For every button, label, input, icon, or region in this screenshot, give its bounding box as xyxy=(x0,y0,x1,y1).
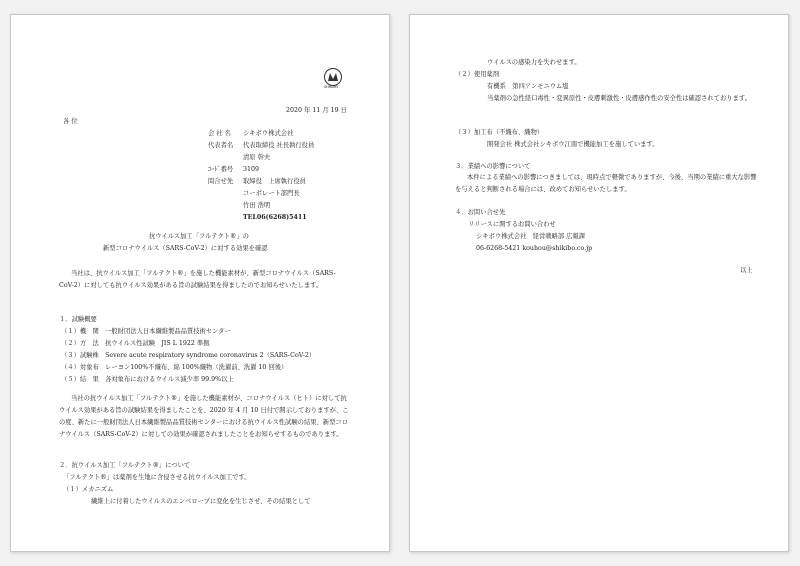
contact-label: 問合せ先 xyxy=(208,178,234,185)
sub-section-2-line-1: 有機系 第四アンモニウム塩 xyxy=(487,83,569,90)
section-3-text: 本件による業績への影響につきましては、現時点で軽微でありますが、今後、当期の業績に重大な影響を与えると判断される場合には、改めてお知らせいたします。 xyxy=(455,174,757,193)
end-mark: 以上 xyxy=(740,267,753,274)
paragraph-2: 当社の抗ウイルス加工「フルテクト®」を施した機能素材が、コロナウイルス（ヒト）に対して抗ウイルス効果がある旨の試験結果を得ましたことを、2020 年 4 月 10 日付で開示しておりますが、この度、新たに一般財団法人日本繊維製品品質技術センターにおける抗ウイルス性試験の結果、新型コロナウイルス（SARS-CoV-2）に対しての効果が確認されましたことをお知らせするものであります。 xyxy=(59,395,349,438)
addressee: 各 位 xyxy=(63,118,78,125)
sub-section-3-title: （３）加工布（不織布、織物） xyxy=(455,129,544,136)
continued-line: ウイルスの感染力を失わせます。 xyxy=(487,59,581,66)
sub-section-2-line-2: 当薬剤の急性経口毒性・変異原性・皮膚刺激性・皮膚感作性の安全性は確認されております。 xyxy=(487,95,751,102)
title-line-2: 新型コロナウイルス（SARS-CoV-2）に対する効果を確認 xyxy=(103,245,268,252)
section-4-title: ４．お問い合せ先 xyxy=(455,209,506,216)
section-1-item: （２）方 法 抗ウイルス性試験 JIS L 1922 準拠 xyxy=(61,340,210,347)
section-1-title: １．試験概要 xyxy=(59,316,97,323)
section-2-sub-title: （１）メカニズム xyxy=(63,486,114,493)
code-value: 3109 xyxy=(243,166,260,173)
company-label: 会 社 名 xyxy=(208,130,231,137)
contact-tel: TEL06(6268)5411 xyxy=(243,214,307,221)
intro-paragraph: 当社は、抗ウイルス加工「フルテクト®」を施した機能素材が、新型コロナウイルス（SARS-CoV-2）に対しても抗ウイルス効果がある旨の試験結果を得ましたのでお知らせいたします。 xyxy=(59,270,336,289)
code-label: ｺｰﾄﾞ番号 xyxy=(208,166,234,173)
title-line-1: 抗ウイルス加工「フルテクト®」の xyxy=(149,233,249,240)
contact-title-2: コーポレート部門長 xyxy=(243,190,300,197)
document-page-1 xyxy=(10,14,390,552)
contact-line: リリースに関するお問い合わせ xyxy=(468,221,556,228)
sub-section-2-title: （２）使用薬剤 xyxy=(455,71,500,78)
contact-name: 竹田 浩明 xyxy=(243,202,271,209)
section-2-line: 「フルテクト®」は薬剤を生地に含侵させる抗ウイルス加工です。 xyxy=(63,474,251,481)
representative-name: 清原 幹夫 xyxy=(243,154,271,161)
representative-label: 代表者名 xyxy=(208,142,234,149)
section-2-title: ２．抗ウイルス加工「フルテクト®」について xyxy=(59,462,191,469)
section-1-item: （３）試験株 Severe acute respiratory syndrome coronavirus 2（SARS-CoV-2） xyxy=(61,352,316,359)
section-1-item: （５）結 果 各対象布におけるウイルス減少率 99.9%以上 xyxy=(61,376,234,383)
section-1-item: （１）機 関 一般財団法人日本繊維製品品質技術センター xyxy=(61,328,231,335)
logo-text: SHIKIBO xyxy=(324,85,339,89)
contact-line: 06-6268-5421 kouhou@shikibo.co.jp xyxy=(476,245,593,252)
section-2-sub-text: 繊維上に付着したウイルスのエンベロープに変化を生じさせ、その結果として xyxy=(91,498,311,505)
contact-line: シキボウ株式会社 経営戦略部 広報課 xyxy=(476,233,586,240)
section-1-item: （４）対象布 レーヨン100%不織布、綿 100%織物（洗濯前、洗濯 10 回後） xyxy=(61,364,288,371)
company-logo xyxy=(321,67,345,91)
contact-title-1: 取締役 上席執行役員 xyxy=(243,178,306,185)
document-page-2 xyxy=(409,14,789,552)
company-name: シキボウ株式会社 xyxy=(243,130,294,137)
representative-title: 代表取締役 社長執行役員 xyxy=(243,142,315,149)
sub-section-3-line: 開発会社 株式会社シキボウ江南で機能加工を施しています。 xyxy=(487,141,659,148)
document-date: 2020 年 11 月 19 日 xyxy=(286,107,347,114)
section-3-title: ３．業績への影響について xyxy=(455,163,531,170)
